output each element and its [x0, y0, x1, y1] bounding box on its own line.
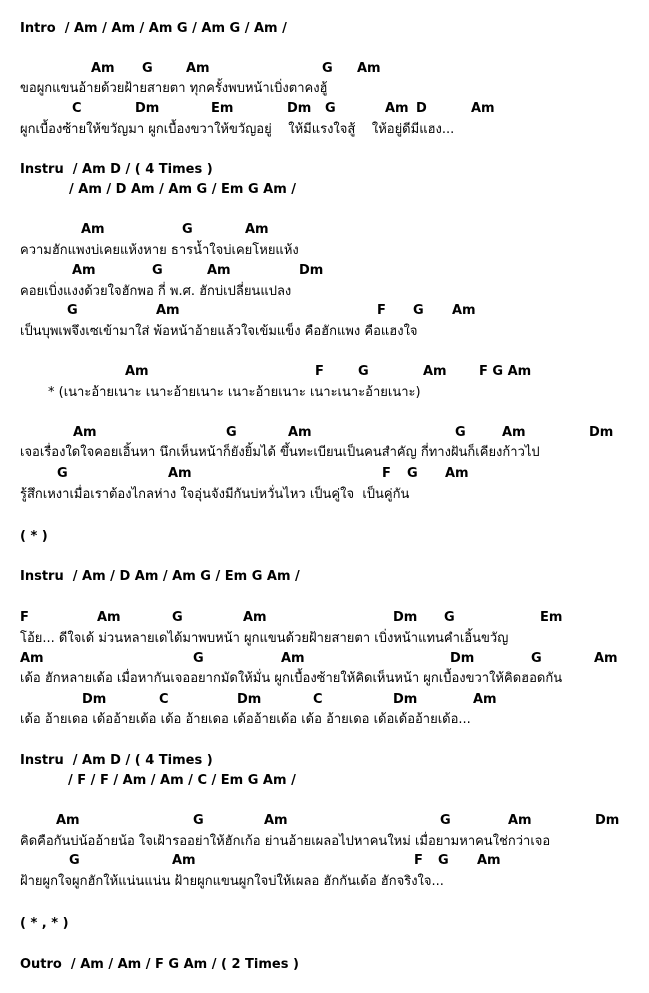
- chord: Am: [477, 853, 501, 868]
- repeat-chorus-1: ( * ): [20, 529, 48, 544]
- chord: Em: [211, 101, 234, 116]
- chord: Am: [56, 813, 80, 828]
- chord: G: [322, 61, 333, 76]
- chord: Am: [473, 692, 497, 707]
- chord: G: [152, 263, 163, 278]
- chord: G: [325, 101, 336, 116]
- chord: F: [414, 853, 423, 868]
- chord: Am: [502, 425, 526, 440]
- chord: G: [531, 651, 542, 666]
- chord: Dm: [393, 610, 418, 625]
- chord: G: [67, 303, 78, 318]
- instru3-line-b: / F / F / Am / Am / C / Em G Am /: [68, 773, 296, 788]
- verse2-lyric-2: คอยเบิ่งแงงด้วยใจฮักพอ กี่ พ.ศ. ฮักบ่เปลี่ยนแปลง: [20, 284, 292, 299]
- chord: Am: [471, 101, 495, 116]
- chorus-lyric: * (เนาะอ้ายเนาะ เนาะอ้ายเนาะ เนาะอ้ายเนาะ เนาะเนาะอ้ายเนาะ): [48, 385, 421, 400]
- chord: G: [358, 364, 369, 379]
- chord: Dm: [237, 692, 262, 707]
- chord: Dm: [393, 692, 418, 707]
- chord: G: [193, 813, 204, 828]
- chord: Dm: [287, 101, 312, 116]
- chord: G: [413, 303, 424, 318]
- verse3-lyric-2: รู้สึกเหงาเมื่อเราต้องไกลห่าง ใจอุ่นจังมีกันบ่หวั่นไหว เป็นคู่ใจ เป็นคู่กัน: [20, 487, 410, 502]
- chord: Am: [281, 651, 305, 666]
- chord: Am: [264, 813, 288, 828]
- outro-line: Outro / Am / Am / F G Am / ( 2 Times ): [20, 957, 299, 972]
- chord: Am: [594, 651, 618, 666]
- verse3-lyric-1: เจอเรื่องใดใจคอยเอิ้นหา นึกเห็นหน้าก็ยังยิ้มได้ ขึ้นทะเบียนเป็นคนสำคัญ กี่ทางฝันก็เคียงก้าวไป: [20, 445, 540, 460]
- chord: D: [416, 101, 427, 116]
- verse4-lyric-1: คิดคือกันบ่น้ออ้ายน้อ ใจเฝ้ารออย่าให้ฮักเก้อ ย่านอ้ายเผลอไปหาคนใหม่ เมื่อยามหาคนใช่กว่าเจอ: [20, 834, 551, 849]
- chord: G: [142, 61, 153, 76]
- bridge-lyric-1: โอ้ย... ดีใจเด้ ม่วนหลายเดได้มาพบหน้า ผูกแขนด้วยฝ้ายสายตา เบิ่งหน้าแทนคำเอิ้นขวัญ: [20, 631, 509, 646]
- chord: Dm: [299, 263, 324, 278]
- chord: Am: [168, 466, 192, 481]
- chord: F: [382, 466, 391, 481]
- chord: Dm: [135, 101, 160, 116]
- chord: G: [407, 466, 418, 481]
- chord: G: [193, 651, 204, 666]
- chord: C: [72, 101, 82, 116]
- instru1-line-b: / Am / D Am / Am G / Em G Am /: [69, 182, 297, 197]
- chord: Am: [243, 610, 267, 625]
- chord: Am: [73, 425, 97, 440]
- chord: G: [172, 610, 183, 625]
- chord: G: [226, 425, 237, 440]
- verse4-lyric-2: ฝ้ายผูกใจผูกฮักให้แน่นแน่น ฝ้ายผูกแขนผูกใจบ่ให้เผลอ ฮักกันเด้อ ฮักจริงใจ...: [20, 874, 444, 889]
- chord: Dm: [450, 651, 475, 666]
- chord: Am: [423, 364, 447, 379]
- chord: Am: [207, 263, 231, 278]
- chord: C: [313, 692, 323, 707]
- bridge-lyric-3: เด้อ อ้ายเดอ เด้ออ้ายเด้อ เด้อ อ้ายเดอ เด้ออ้ายเด้อ เด้อ อ้ายเดอ เด้อเด้ออ้ายเด้อ...: [20, 712, 471, 727]
- chord: Am: [186, 61, 210, 76]
- chord: Am: [81, 222, 105, 237]
- chord: Dm: [82, 692, 107, 707]
- chord: G: [69, 853, 80, 868]
- chord: Dm: [589, 425, 614, 440]
- chord: Em: [540, 610, 563, 625]
- chord: F: [377, 303, 386, 318]
- bridge-lyric-2: เด้อ ฮักหลายเด้อ เมื่อหากันเจออยากมัดให้มั่น ผูกเบื้องซ้ายให้คิดเห็นหน้า ผูกเบื้องขวาให้คิดฮอดกัน: [20, 671, 563, 686]
- verse1-lyric-2: ผูกเบื้องซ้ายให้ขวัญมา ผูกเบื้องขวาให้ขวัญอยู่ ให้มีแรงใจสู้ ให้อยู่ดีมีแฮง...: [20, 122, 455, 137]
- chord: Am: [445, 466, 469, 481]
- chord: G: [57, 466, 68, 481]
- chord: Am: [288, 425, 312, 440]
- chord: F G Am: [479, 364, 532, 379]
- chord: Am: [156, 303, 180, 318]
- chord: F: [20, 610, 29, 625]
- chord: Am: [97, 610, 121, 625]
- chord: Am: [385, 101, 409, 116]
- chord: G: [438, 853, 449, 868]
- chord: Am: [72, 263, 96, 278]
- chord: Am: [508, 813, 532, 828]
- chord: Am: [125, 364, 149, 379]
- repeat-chorus-2: ( * , * ): [20, 916, 69, 931]
- chord: Am: [245, 222, 269, 237]
- chord: G: [455, 425, 466, 440]
- chord: F: [315, 364, 324, 379]
- intro-line: Intro / Am / Am / Am G / Am G / Am /: [20, 21, 287, 36]
- instru2-line: Instru / Am / D Am / Am G / Em G Am /: [20, 569, 300, 584]
- chord: Am: [357, 61, 381, 76]
- chord: G: [440, 813, 451, 828]
- chord: G: [182, 222, 193, 237]
- chord: C: [159, 692, 169, 707]
- chord: Am: [172, 853, 196, 868]
- chord: Dm: [595, 813, 620, 828]
- instru1-line-a: Instru / Am D / ( 4 Times ): [20, 162, 213, 177]
- chord: G: [444, 610, 455, 625]
- verse2-lyric-1: ความฮักแพงบ่เคยแห้งหาย ธารน้ำใจบ่เคยโหยแห้ง: [20, 243, 299, 258]
- instru3-line-a: Instru / Am D / ( 4 Times ): [20, 753, 213, 768]
- verse2-lyric-3: เป็นบุพเพจึงเซเข้ามาใส่ พ้อหน้าอ้ายแล้วใจเข้มแข็ง คือฮักแพง คือแฮงใจ: [20, 324, 418, 339]
- chord: Am: [20, 651, 44, 666]
- verse1-lyric-1: ขอผูกแขนอ้ายด้วยฝ้ายสายตา ทุกครั้งพบหน้าเบิ่งตาคงฮู้: [20, 81, 328, 96]
- chord: Am: [452, 303, 476, 318]
- chord: Am: [91, 61, 115, 76]
